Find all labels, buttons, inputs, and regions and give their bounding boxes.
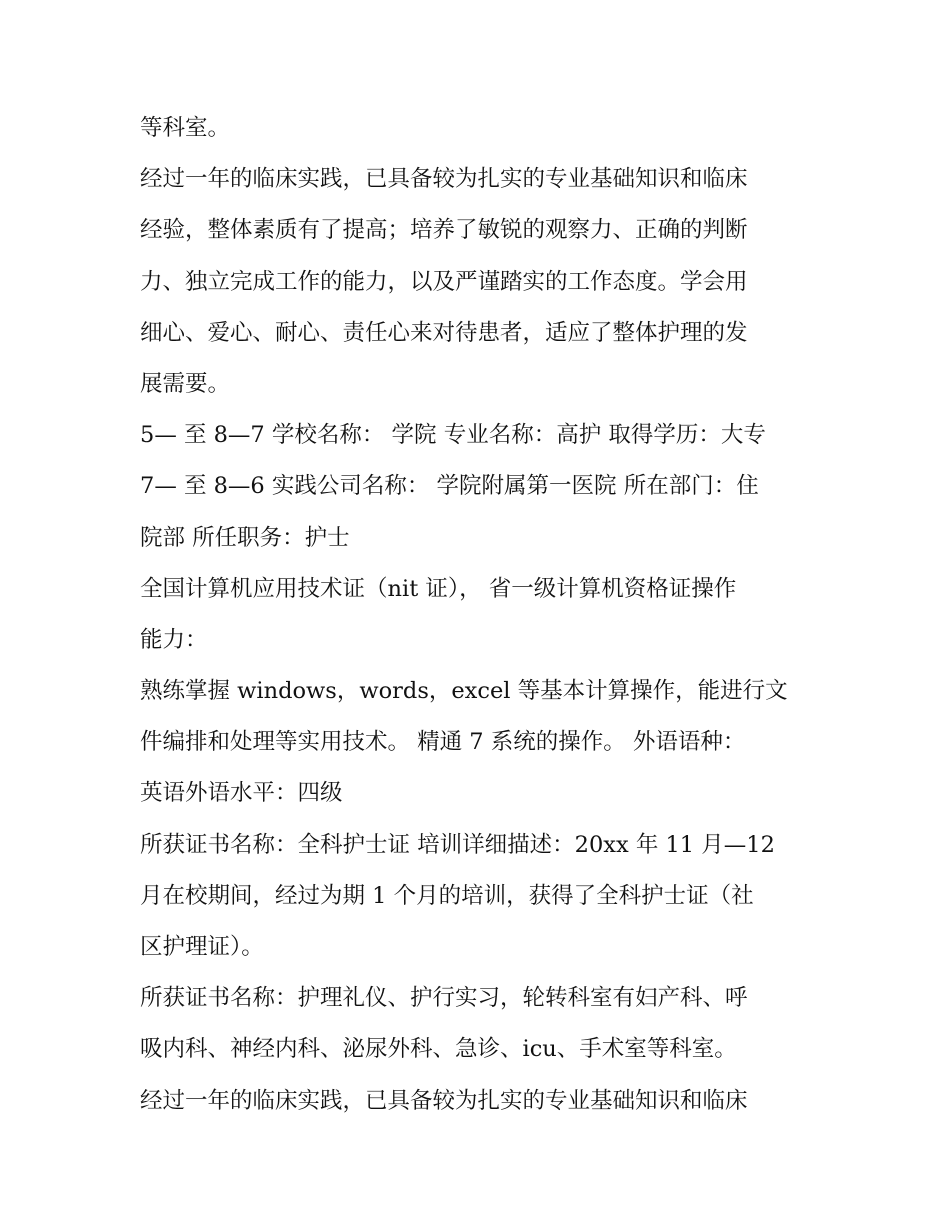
text-line: 区护理证）。: [140, 934, 264, 960]
text-line: 展需要。: [140, 370, 231, 397]
text-line: 经过一年的临床实践，已具备较为扎实的专业基础知识和临床: [140, 166, 748, 193]
text-line: 月在校期间，经过为期 1 个月的培训，获得了全科护士证（社: [140, 882, 754, 909]
text-line: 经验，整体素质有了提高；培养了敏锐的观察力、正确的判断: [140, 217, 748, 244]
text-line: 7— 至 8—6 实践公司名称： 学院附属第一医院 所在部门：住: [140, 473, 759, 500]
text-line: 院部 所任职务：护士: [140, 524, 350, 551]
text-line: 所获证书名称：全科护士证 培训详细描述：20xx 年 11 月—12: [140, 831, 775, 858]
text-line: 细心、爱心、耐心、责任心来对待患者，适应了整体护理的发: [140, 319, 748, 346]
text-line: 5— 至 8—7 学校名称： 学院 专业名称：高护 取得学历：大专: [140, 422, 766, 449]
text-line: 经过一年的临床实践，已具备较为扎实的专业基础知识和临床: [140, 1087, 748, 1114]
text-line: 件编排和处理等实用技术。 精通 7 系统的操作。 外语语种：: [140, 729, 746, 756]
text-line: 力、独立完成工作的能力，以及严谨踏实的工作态度。学会用: [140, 268, 748, 295]
text-line: 所获证书名称：护理礼仪、护行实习，轮转科室有妇产科、呼: [140, 985, 748, 1012]
text-line: 英语外语水平：四级: [140, 780, 343, 807]
text-line: 等科室。: [140, 115, 231, 141]
text-line: 能力：: [140, 626, 208, 653]
text-line: 全国计算机应用技术证（nit 证）， 省一级计算机资格证操作: [140, 575, 737, 602]
text-line: 吸内科、神经内科、泌尿外科、急诊、icu、手术室等科室。: [140, 1036, 737, 1063]
document-page: [140, 103, 820, 1127]
text-line: 熟练掌握 windows，words，excel 等基本计算操作，能进行文: [140, 678, 788, 705]
